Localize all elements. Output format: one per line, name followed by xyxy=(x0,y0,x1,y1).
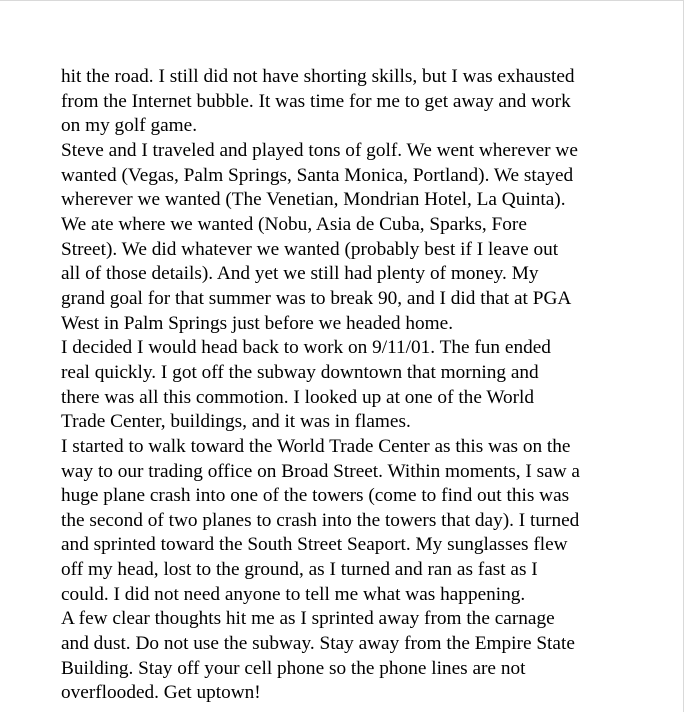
text-line: huge plane crash into one of the towers (come to find out this was xyxy=(61,485,570,507)
text-line: on my golf game. xyxy=(61,115,198,137)
text-line: I decided I would head back to work on 9/11/01. The fun ended xyxy=(61,337,551,359)
text-line: wanted (Vegas, Palm Springs, Santa Monica, Portland). We stayed xyxy=(61,164,574,186)
text-line: the second of two planes to crash into the towers that day). I turned xyxy=(61,509,580,531)
text-line: West in Palm Springs just before we headed home. xyxy=(61,312,454,334)
text-line: wherever we wanted (The Venetian, Mondrian Hotel, La Quinta). xyxy=(61,189,566,211)
text-line: overflooded. Get uptown! xyxy=(61,682,261,704)
text-line: from the Internet bubble. It was time for me to get away and work xyxy=(61,90,571,112)
text-line: could. I did not need anyone to tell me what was happening. xyxy=(61,583,526,605)
text-line: grand goal for that summer was to break 90, and I did that at PGA xyxy=(61,287,572,309)
body-text xyxy=(61,65,627,706)
text-line: and dust. Do not use the subway. Stay away from the Empire State xyxy=(61,633,575,655)
text-line: all of those details). And yet we still had plenty of money. My xyxy=(61,263,539,285)
text-line: off my head, lost to the ground, as I turned and ran as fast as I xyxy=(61,559,538,581)
text-line: way to our trading office on Broad Street. Within moments, I saw a xyxy=(61,460,580,482)
text-line: A few clear thoughts hit me as I sprinted away from the carnage xyxy=(61,608,555,630)
text-line: Steve and I traveled and played tons of golf. We went wherever we xyxy=(61,139,578,161)
text-line: Trade Center, buildings, and it was in flames. xyxy=(61,411,411,433)
text-line: and sprinted toward the South Street Seaport. My sunglasses flew xyxy=(61,534,568,556)
text-line: Street). We did whatever we wanted (probably best if I leave out xyxy=(61,238,559,260)
text-line: hit the road. I still did not have shorting skills, but I was exhausted xyxy=(61,66,575,87)
text-line: there was all this commotion. I looked up at one of the World xyxy=(61,386,535,408)
text-line: We ate where we wanted (Nobu, Asia de Cuba, Sparks, Fore xyxy=(61,213,527,235)
text-line: I started to walk toward the World Trade Center as this was on the xyxy=(61,435,571,457)
text-line: Building. Stay off your cell phone so the phone lines are not xyxy=(61,657,526,679)
text-line: real quickly. I got off the subway downtown that morning and xyxy=(61,361,539,383)
